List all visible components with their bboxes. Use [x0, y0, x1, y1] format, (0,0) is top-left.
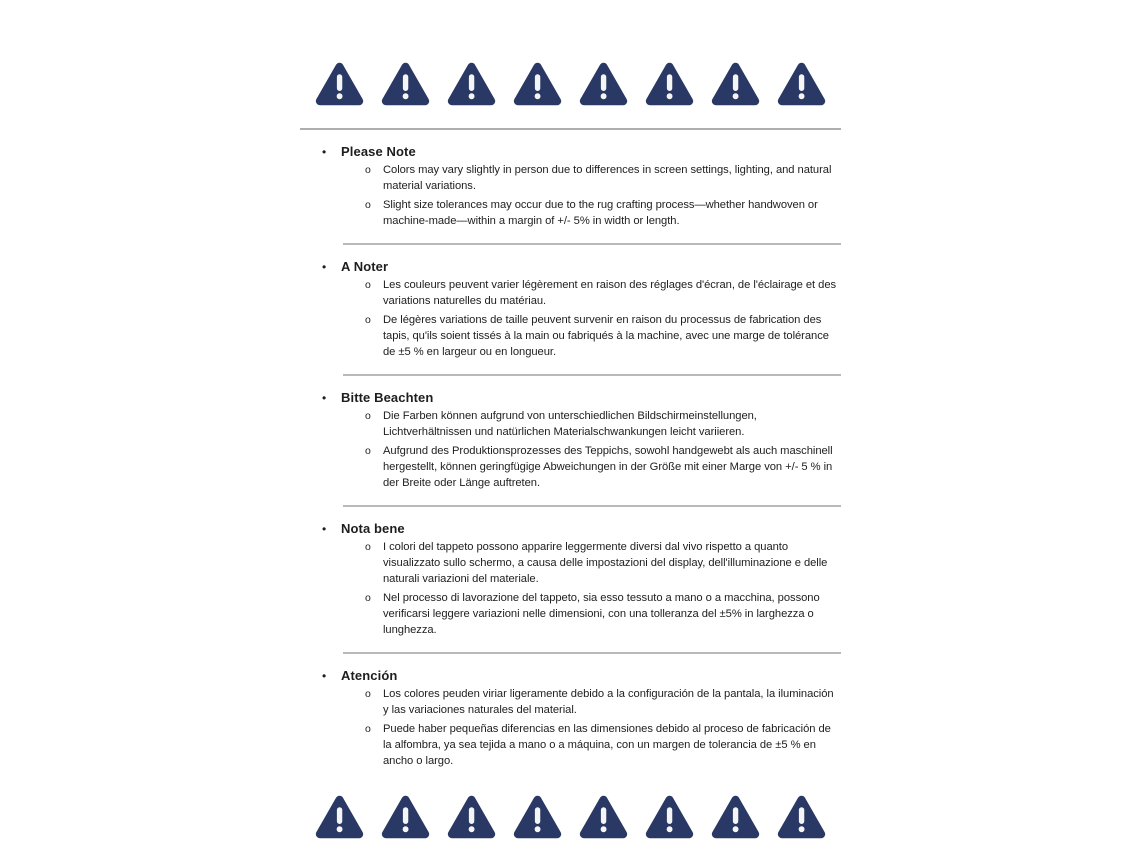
- warning-triangle-icon: [579, 791, 628, 843]
- warning-triangle-icon: [513, 791, 562, 843]
- sub-bullet-marker: o: [365, 445, 371, 457]
- bullet-marker: •: [322, 669, 327, 683]
- list-item-text: I colori del tappeto possono apparire leggermente diversi dal vivo rispetto a quanto visualizzato sullo schermo, a causa delle impostazioni del display, dell'illuminazione e delle naturali variazioni del materiale.: [383, 541, 828, 585]
- list-item: [300, 408, 841, 440]
- bullet-marker: •: [322, 522, 327, 536]
- list-item-text: Die Farben können aufgrund von unterschiedlichen Bildschirmeinstellungen, Lichtverhältnissen und natürlichen Materialschwankungen leicht variieren.: [383, 410, 757, 438]
- list-item: [300, 590, 841, 638]
- warning-triangle-icon: [381, 58, 430, 110]
- sub-bullet-marker: o: [365, 592, 371, 604]
- section-divider: [343, 505, 841, 507]
- sub-bullet-marker: o: [365, 410, 371, 422]
- warning-triangle-icon: [315, 791, 364, 843]
- warning-triangle-icon: [315, 58, 364, 110]
- list-item-text: Slight size tolerances may occur due to the rug crafting process—whether handwoven or machine-made—within a margin of +/- 5% in width or length.: [383, 199, 818, 227]
- list-item: [300, 277, 841, 309]
- list-item: [300, 686, 841, 718]
- section-a-noter: [300, 259, 841, 360]
- warning-triangle-row-bottom: [300, 791, 841, 843]
- warning-triangle-icon: [711, 58, 760, 110]
- bullet-marker: •: [322, 391, 327, 405]
- list-item: [300, 721, 841, 769]
- section-divider: [343, 243, 841, 245]
- sub-bullet-marker: o: [365, 314, 371, 326]
- section-heading: A Noter: [341, 259, 389, 274]
- list-item-text: Aufgrund des Produktionsprozesses des Teppichs, sowohl handgewebt als auch maschinell hergestellt, können geringfügige Abweichungen in der Größe mit einer Marge von +/- 5 % in der Breite oder Länge auftreten.: [383, 445, 833, 489]
- list-item-text: Les couleurs peuvent varier légèrement en raison des réglages d'écran, de l'éclairage et des variations naturelles du matériau.: [383, 279, 837, 307]
- sub-bullet-marker: o: [365, 541, 371, 553]
- warning-triangle-row-top: [300, 58, 841, 110]
- section-nota-bene: [300, 521, 841, 638]
- list-item: [300, 539, 841, 587]
- bullet-marker: •: [322, 145, 327, 159]
- warning-triangle-icon: [777, 58, 826, 110]
- warning-triangle-icon: [645, 58, 694, 110]
- list-item: [300, 162, 841, 194]
- list-item: [300, 312, 841, 360]
- section-divider: [343, 652, 841, 654]
- list-item: [300, 443, 841, 491]
- warning-triangle-icon: [381, 791, 430, 843]
- section-please-note: [300, 144, 841, 229]
- sub-bullet-marker: o: [365, 164, 371, 176]
- warning-triangle-icon: [513, 58, 562, 110]
- warning-triangle-icon: [447, 58, 496, 110]
- document-content: [300, 58, 841, 843]
- sub-bullet-marker: o: [365, 279, 371, 291]
- warning-triangle-icon: [777, 791, 826, 843]
- list-item-text: De légères variations de taille peuvent survenir en raison du processus de fabrication des tapis, qu'ils soient tissés à la main ou fabriqués à la machine, avec une marge de tolérance de ±5 % en largeur ou en longueur.: [383, 314, 829, 358]
- warning-triangle-icon: [711, 791, 760, 843]
- sub-bullet-marker: o: [365, 723, 371, 735]
- section-heading: Atención: [341, 668, 398, 683]
- bullet-marker: •: [322, 260, 327, 274]
- section-heading: Bitte Beachten: [341, 390, 434, 405]
- warning-triangle-icon: [645, 791, 694, 843]
- list-item-text: Puede haber pequeñas diferencias en las dimensiones debido al proceso de fabricación de la alfombra, ya sea tejida a mano o a máquina, con un margen de tolerancia de ±5 % en ancho o largo.: [383, 723, 831, 767]
- section-heading: Nota bene: [341, 521, 405, 536]
- sub-bullet-marker: o: [365, 688, 371, 700]
- warning-triangle-icon: [447, 791, 496, 843]
- section-heading: Please Note: [341, 144, 416, 159]
- list-item-text: Nel processo di lavorazione del tappeto, sia esso tessuto a mano o a macchina, possono verificarsi leggere variazioni nelle dimensioni, con una tolleranza del ±5% in larghezza o lunghezza.: [383, 592, 820, 636]
- section-atencion: [300, 668, 841, 769]
- sub-bullet-marker: o: [365, 199, 371, 211]
- section-bitte-beachten: [300, 390, 841, 491]
- list-item-text: Colors may vary slightly in person due to differences in screen settings, lighting, and natural material variations.: [383, 164, 832, 192]
- list-item: [300, 197, 841, 229]
- warning-triangle-icon: [579, 58, 628, 110]
- section-divider: [343, 374, 841, 376]
- list-item-text: Los colores peuden viriar ligeramente debido a la configuración de la pantala, la iluminación y las variaciones naturales del material.: [383, 688, 834, 716]
- top-divider: [300, 128, 841, 130]
